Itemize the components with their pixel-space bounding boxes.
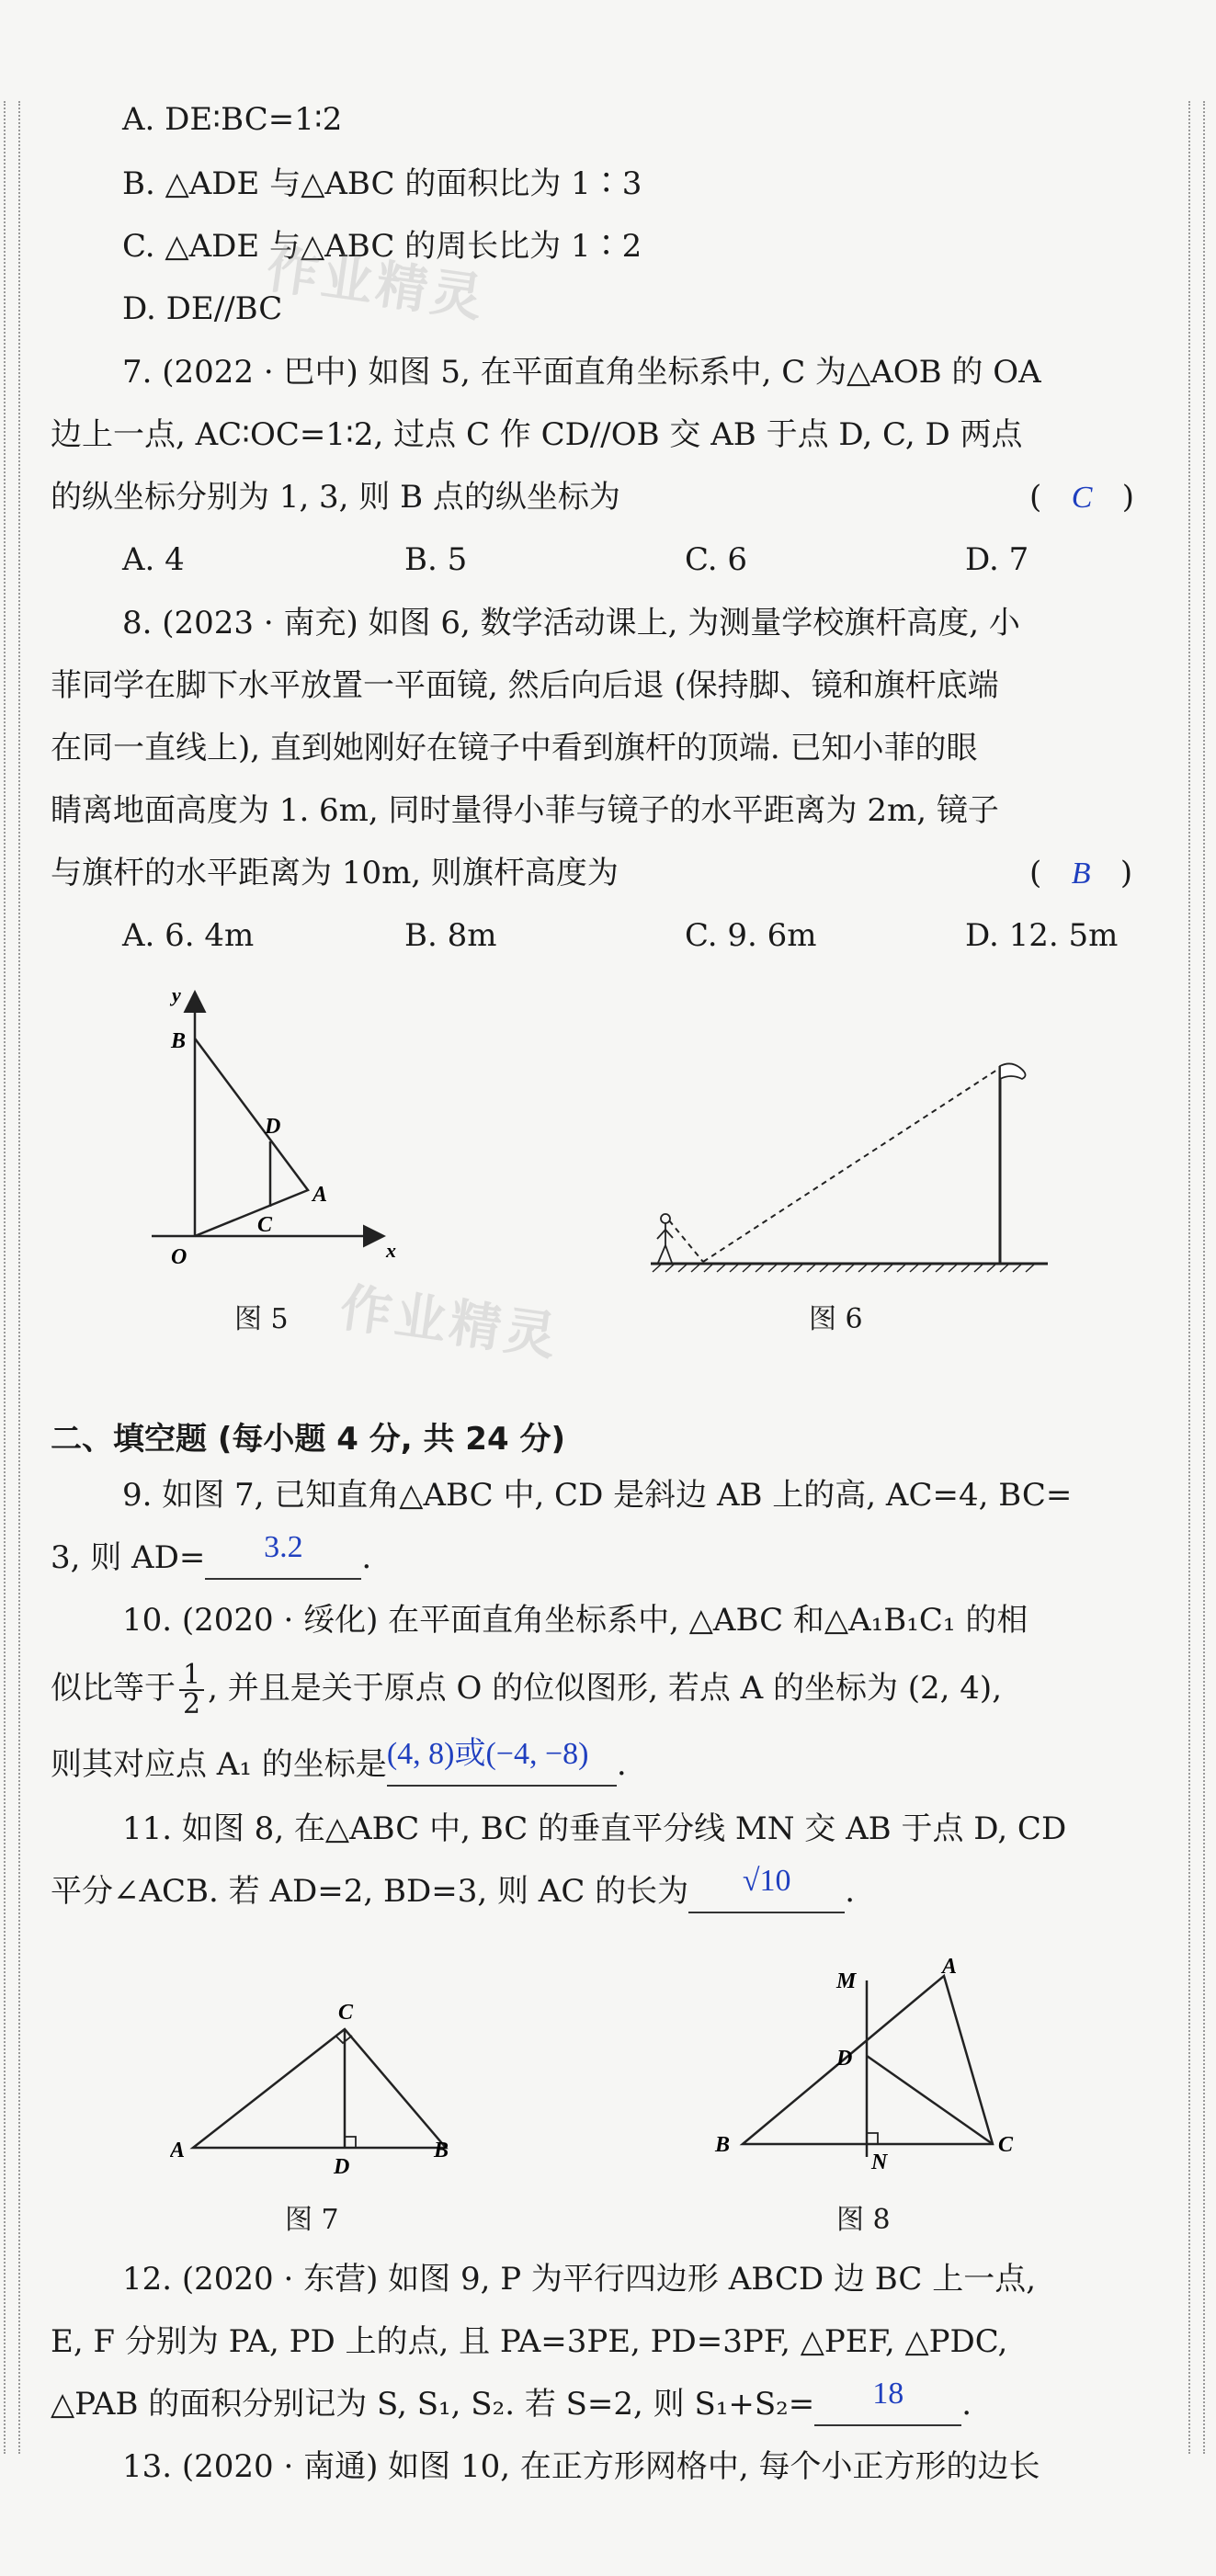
fig7-label-b: B [434, 2139, 449, 2162]
q11-line-1: 11. 如图 8, 在△ABC 中, BC 的垂直平分线 MN 交 AB 于点 D, CD [122, 1810, 1067, 1847]
q13-line-1: 13. (2020 · 南通) 如图 10, 在正方形网格中, 每个小正方形的边长 [122, 2448, 1040, 2485]
fig8-label-b: B [715, 2133, 731, 2157]
q10-frac-num: 1 [179, 1662, 204, 1691]
fig7-label-c: C [338, 2001, 354, 2025]
q7-option-b: B. 5 [404, 541, 468, 578]
fig7-right-angle-d [345, 2137, 356, 2148]
q10-answer-blank [386, 1737, 617, 1787]
watermark: 作业精灵 [263, 239, 490, 330]
q6-option-d: D. DE//BC [122, 290, 283, 327]
q10-frac-den: 2 [183, 1688, 201, 1720]
q12-line-3-text: △PAB 的面积分别记为 S, S₁, S₂. 若 S=2, 则 S₁+S₂= [51, 2386, 815, 2423]
q12-line-1: 12. (2020 · 东营) 如图 9, P 为平行四边形 ABCD 边 BC 上一点, [122, 2261, 1037, 2298]
q8-line-4: 睛离地面高度为 1. 6m, 同时量得小菲与镜子的水平距离为 2m, 镜子 [51, 792, 999, 829]
fig6-flag [1000, 1063, 1026, 1079]
fig5-label-x: x [386, 1239, 396, 1262]
fig8-label-m: M [836, 1969, 857, 1993]
fig5-label-c: C [257, 1213, 273, 1237]
q12-answer: 18 [872, 2377, 904, 2411]
q6-option-c: C. △ADE 与△ABC 的周长比为 1∶2 [122, 228, 642, 265]
q7-option-a: A. 4 [122, 541, 185, 578]
fig8-right-angle-n [867, 2133, 878, 2144]
q11-line-2-text: 平分∠ACB. 若 AD=2, BD=3, 则 AC 的长为 [51, 1873, 689, 1910]
q11-answer-blank [688, 1864, 845, 1913]
q8-option-b: B. 8m [404, 917, 497, 954]
figure-8-caption: 图 8 [836, 2204, 891, 2236]
q10-line-2-pre: 似比等于 [51, 1670, 176, 1707]
fig8-label-n: N [871, 2150, 888, 2174]
section-2-title: 二、填空题 (每小题 4 分, 共 24 分) [51, 1421, 565, 1458]
fig5-triangle [195, 1038, 308, 1236]
figure-5-caption: 图 5 [234, 1303, 289, 1335]
q10-line-3-text: 则其对应点 A₁ 的坐标是 [51, 1746, 387, 1783]
q6-option-b: B. △ADE 与△ABC 的面积比为 1∶3 [122, 165, 642, 202]
fig6-mirror-to-flag [703, 1068, 1000, 1262]
q10-line-2 [51, 1659, 1003, 1720]
q8-line-5: 与旗杆的水平距离为 10m, 则旗杆高度为 [51, 855, 619, 891]
q6-option-a: A. DE∶BC=1∶2 [122, 101, 343, 138]
right-decorative-border [1188, 101, 1205, 2454]
q8-line-1: 8. (2023 · 南充) 如图 6, 数学活动课上, 为测量学校旗杆高度, 小 [122, 605, 1020, 641]
left-decorative-border [4, 101, 20, 2454]
q11-line-2: 平分∠ACB. 若 AD=2, BD=3, 则 AC 的长为 √10 . [51, 1873, 855, 1913]
fig8-label-c: C [998, 2133, 1014, 2157]
q8-answer-paren: ( B ) [1029, 855, 1133, 891]
q9-line-2-text: 3, 则 AD= [51, 1539, 206, 1576]
fig5-label-b: B [171, 1029, 187, 1053]
fig6-eye-to-mirror [669, 1220, 703, 1262]
figure-7 [170, 1999, 464, 2183]
q7-option-c: C. 6 [685, 541, 748, 578]
figure-8 [708, 1953, 1029, 2178]
q7-line-2: 边上一点, AC∶OC=1∶2, 过点 C 作 CD//OB 交 AB 于点 D, C, D 两点 [51, 416, 1023, 453]
figure-5 [138, 983, 404, 1277]
q7-option-d: D. 7 [965, 541, 1029, 578]
q7-line-1: 7. (2022 · 巴中) 如图 5, 在平面直角坐标系中, C 为△AOB 的 OA [122, 354, 1041, 391]
q12-answer-blank [814, 2377, 961, 2426]
q10-line-1: 10. (2020 · 绥化) 在平面直角坐标系中, △ABC 和△A₁B₁C₁ 的相 [122, 1602, 1028, 1639]
fig8-label-d: D [836, 2047, 853, 2071]
q8-option-c: C. 9. 6m [685, 917, 817, 954]
figure-7-caption: 图 7 [285, 2204, 339, 2236]
q8-option-d: D. 12. 5m [965, 917, 1119, 954]
q7-line-3: 的纵坐标分别为 1, 3, 则 B 点的纵坐标为 [51, 479, 620, 516]
q9-answer-blank [205, 1530, 361, 1580]
fig7-triangle [193, 2029, 446, 2148]
q12-line-2: E, F 分别为 PA, PD 上的点, 且 PA=3PE, PD=3PF, △PEF, △PDC, [51, 2323, 1008, 2360]
q10-fraction [179, 1659, 204, 1720]
q9-line-2: 3, 则 AD= 3.2 . [51, 1539, 371, 1580]
q8-option-a: A. 6. 4m [122, 917, 255, 954]
fig5-label-o: O [171, 1245, 188, 1269]
q7-answer-paren: ( C ) [1029, 479, 1135, 516]
q10-line-3: 则其对应点 A₁ 的坐标是(4, 8)或(−4, −8) . [51, 1746, 627, 1787]
fig8-label-a: A [942, 1955, 958, 1979]
fig5-label-y: y [172, 983, 181, 1006]
q8-answer: B [1071, 857, 1091, 891]
q9-line-1: 9. 如图 7, 已知直角△ABC 中, CD 是斜边 AB 上的高, AC=4, BC= [122, 1477, 1073, 1514]
figure-6 [643, 1057, 1057, 1277]
q9-answer: 3.2 [264, 1530, 303, 1564]
q10-line-2-post: , 并且是关于原点 O 的位似图形, 若点 A 的坐标为 (2, 4), [208, 1670, 1003, 1707]
q10-answer: (4, 8)或(−4, −8) [386, 1737, 589, 1771]
fig7-label-a: A [170, 2139, 186, 2162]
q8-line-2: 菲同学在脚下水平放置一平面镜, 然后向后退 (保持脚、镜和旗杆底端 [51, 667, 999, 704]
q12-line-3: △PAB 的面积分别记为 S, S₁, S₂. 若 S=2, 则 S₁+S₂= 18 . [51, 2386, 972, 2426]
fig7-label-d: D [334, 2155, 350, 2179]
watermark-2: 作业精灵 [336, 1277, 563, 1368]
q7-answer: C [1071, 481, 1093, 515]
fig5-label-d: D [265, 1115, 281, 1139]
fig5-label-a: A [313, 1183, 328, 1207]
fig8-segment-cd [867, 2056, 993, 2144]
q8-line-3: 在同一直线上), 直到她刚好在镜子中看到旗杆的顶端. 已知小菲的眼 [51, 730, 978, 766]
q11-answer: √10 [742, 1864, 791, 1898]
figure-6-caption: 图 6 [809, 1303, 863, 1335]
